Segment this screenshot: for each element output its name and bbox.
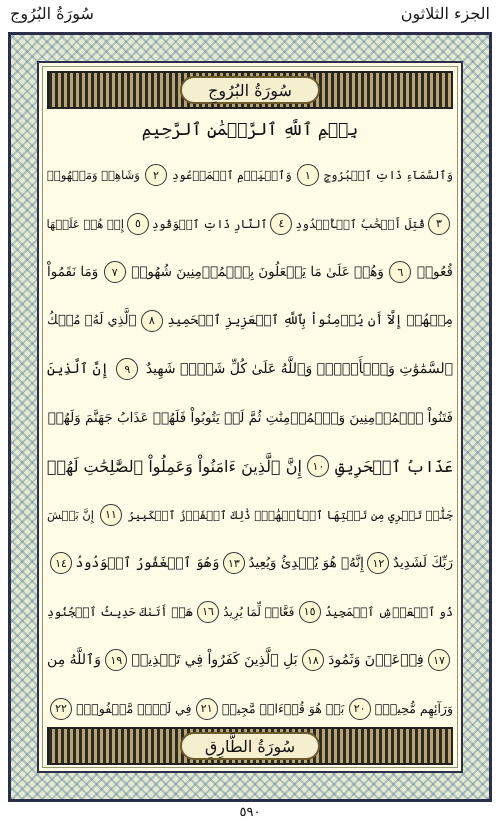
verse-line <box>47 297 453 346</box>
verse-text: هَلۡ أَتَىٰكَ حَدِيثُ ٱلۡجُنُودِ <box>47 604 193 619</box>
verse-text: وَهُمۡ عَلَىٰ مَا يَفۡعَلُونَ بِٱلۡمُؤۡمِنِينَ شُهُودٞ <box>131 264 384 281</box>
verse-text: وَرَآئِهِم مُّحِيطُۢ <box>374 701 453 717</box>
verse-number-marker: ٩ <box>116 358 138 380</box>
verse-number-marker: ١٨ <box>302 649 324 671</box>
verse-line <box>47 636 453 685</box>
verse-number-marker: ٢٠ <box>349 698 371 720</box>
verse-text: رَبِّكَ لَشَدِيدٌ <box>392 555 453 572</box>
verse-text: عَذَابُ ٱلۡحَرِيقِ <box>334 456 453 476</box>
verse-line <box>47 442 453 491</box>
juz-header-label: الجزء الثلاثون <box>400 4 490 23</box>
verse-line <box>47 685 453 734</box>
verse-text: فِي لَوۡحٖ مَّحۡفُوظِۭ <box>76 701 192 717</box>
verse-line <box>47 151 453 200</box>
verse-text: وَٱلۡيَوۡمِ ٱلۡمَوۡعُودِ <box>172 168 292 183</box>
verse-text: وَٱلسَّمَآءِ ذَاتِ ٱلۡبُرُوجِ <box>324 168 453 183</box>
verse-text: مِنۡهُمۡ إِلَّآ أَن يُؤۡمِنُواْ بِٱللَّهِ ٱلۡعَزِيزِ ٱلۡحَمِيدِ <box>167 313 453 329</box>
verse-text: وَشَاهِدٖ وَمَشۡهُودٖ <box>47 168 140 183</box>
verse-number-marker: ٤ <box>270 213 292 235</box>
surah-title-banner <box>47 71 453 109</box>
verse-text: بَلۡ هُوَ قُرۡءَانٞ مَّجِيدٞ <box>221 701 345 717</box>
verse-lines <box>47 151 453 733</box>
verse-text: قُتِلَ أَصۡحَٰبُ ٱلۡأُخۡدُودِ <box>295 216 425 231</box>
verse-number-marker: ١٧ <box>428 649 450 671</box>
verse-text: إِنَّ ٱلَّذِينَ <box>47 361 109 378</box>
verse-number-marker: ٦ <box>389 261 411 283</box>
verse-number-marker: ١٦ <box>197 601 219 623</box>
verse-text: إِنَّهُۥ هُوَ يُبۡدِئُ وَيُعِيدُ <box>248 555 364 572</box>
verse-number-marker: ٥ <box>127 213 149 235</box>
verse-text: إِنَّ بَطۡشَ <box>47 507 94 522</box>
surah-title: سُورَةُ البُرُوجِ <box>180 76 320 104</box>
verse-number-marker: ١٠ <box>307 455 329 477</box>
verse-line <box>47 200 453 249</box>
verse-text: فَعَّالٞ لِّمَا يُرِيدُ <box>223 604 295 619</box>
basmala: بِسۡمِ ٱللَّهِ ٱلرَّحۡمَٰنِ ٱلرَّحِيمِ <box>141 120 359 140</box>
verse-number-marker: ١٩ <box>105 649 127 671</box>
text-panel <box>37 61 463 773</box>
verse-number-marker: ١٥ <box>299 601 321 623</box>
verse-text: إِنَّ ٱلَّذِينَ ءَامَنُواْ وَعَمِلُواْ ٱلصَّٰلِحَٰتِ لَهُمۡ <box>47 456 302 476</box>
verse-number-marker: ١٣ <box>223 552 245 574</box>
verse-text: وَهُوَ ٱلۡغَفُورُ ٱلۡوَدُودُ <box>75 555 220 572</box>
verse-text: وَٱللَّهُ مِن <box>47 652 102 669</box>
verse-text: إِذۡ هُمۡ عَلَيۡهَا <box>46 216 124 231</box>
verse-text: ذُو ٱلۡعَرۡشِ ٱلۡمَجِيدُ <box>324 604 453 619</box>
verse-number-marker: ١٢ <box>367 552 389 574</box>
verse-number-marker: ٧ <box>104 261 126 283</box>
verse-number-marker: ٢١ <box>196 698 218 720</box>
verse-line <box>47 491 453 540</box>
ornamental-frame <box>8 32 492 802</box>
verse-number-marker: ١ <box>297 164 319 186</box>
page-number: ٥٩٠ <box>239 805 261 820</box>
verse-text: فَتَنُواْ ٱلۡمُؤۡمِنِينَ وَٱلۡمُؤۡمِنَٰتِ ثُمَّ لَمۡ يَتُوبُواْ فَلَهُمۡ عَذَابُ جَهَنَّمَ وَلَهُمۡ <box>47 409 453 426</box>
verse-line <box>47 539 453 588</box>
verse-text: وَمَا نَقَمُواْ <box>47 264 99 281</box>
verse-text: ٱلنَّارِ ذَاتِ ٱلۡوَقُودِ <box>151 216 268 231</box>
verse-number-marker: ٢ <box>145 164 167 186</box>
verse-text: بَلِ ٱلَّذِينَ كَفَرُواْ فِي تَكۡذِيبٖ <box>131 652 298 669</box>
verse-line <box>47 588 453 637</box>
next-surah-banner <box>47 727 453 765</box>
verse-line <box>47 248 453 297</box>
verse-text: فِرۡعَوۡنَ وَثَمُودَ <box>328 652 424 669</box>
verse-number-marker: ٣ <box>428 213 450 235</box>
verse-number-marker: ١١ <box>100 504 122 526</box>
verse-text: قُعُودٞ <box>416 264 453 281</box>
verse-text: ٱلسَّمَٰوَٰتِ وَٱلۡأَرۡضِۚ وَٱللَّهُ عَلَىٰ كُلِّ شَيۡءٖ شَهِيدٌ <box>145 361 453 378</box>
verse-number-marker: ٢٢ <box>50 698 72 720</box>
verse-number-marker: ٨ <box>141 310 163 332</box>
verse-line <box>47 394 453 443</box>
verse-number-marker: ١٤ <box>50 552 72 574</box>
verse-text: ٱلَّذِي لَهُۥ مُلۡكُ <box>47 313 137 329</box>
page-header <box>0 0 500 30</box>
verse-text: جَنَّٰتٞ تَجۡرِي مِن تَحۡتِهَا ٱلۡأَنۡهَٰرُۚ ذَٰلِكَ ٱلۡفَوۡزُ ٱلۡكَبِيرُ <box>127 507 453 522</box>
next-surah-title: سُورَةُ الطَّارِقِ <box>180 732 320 760</box>
verse-line <box>47 345 453 394</box>
surah-header-label: سُورَةُ البُرُوج <box>10 4 94 23</box>
